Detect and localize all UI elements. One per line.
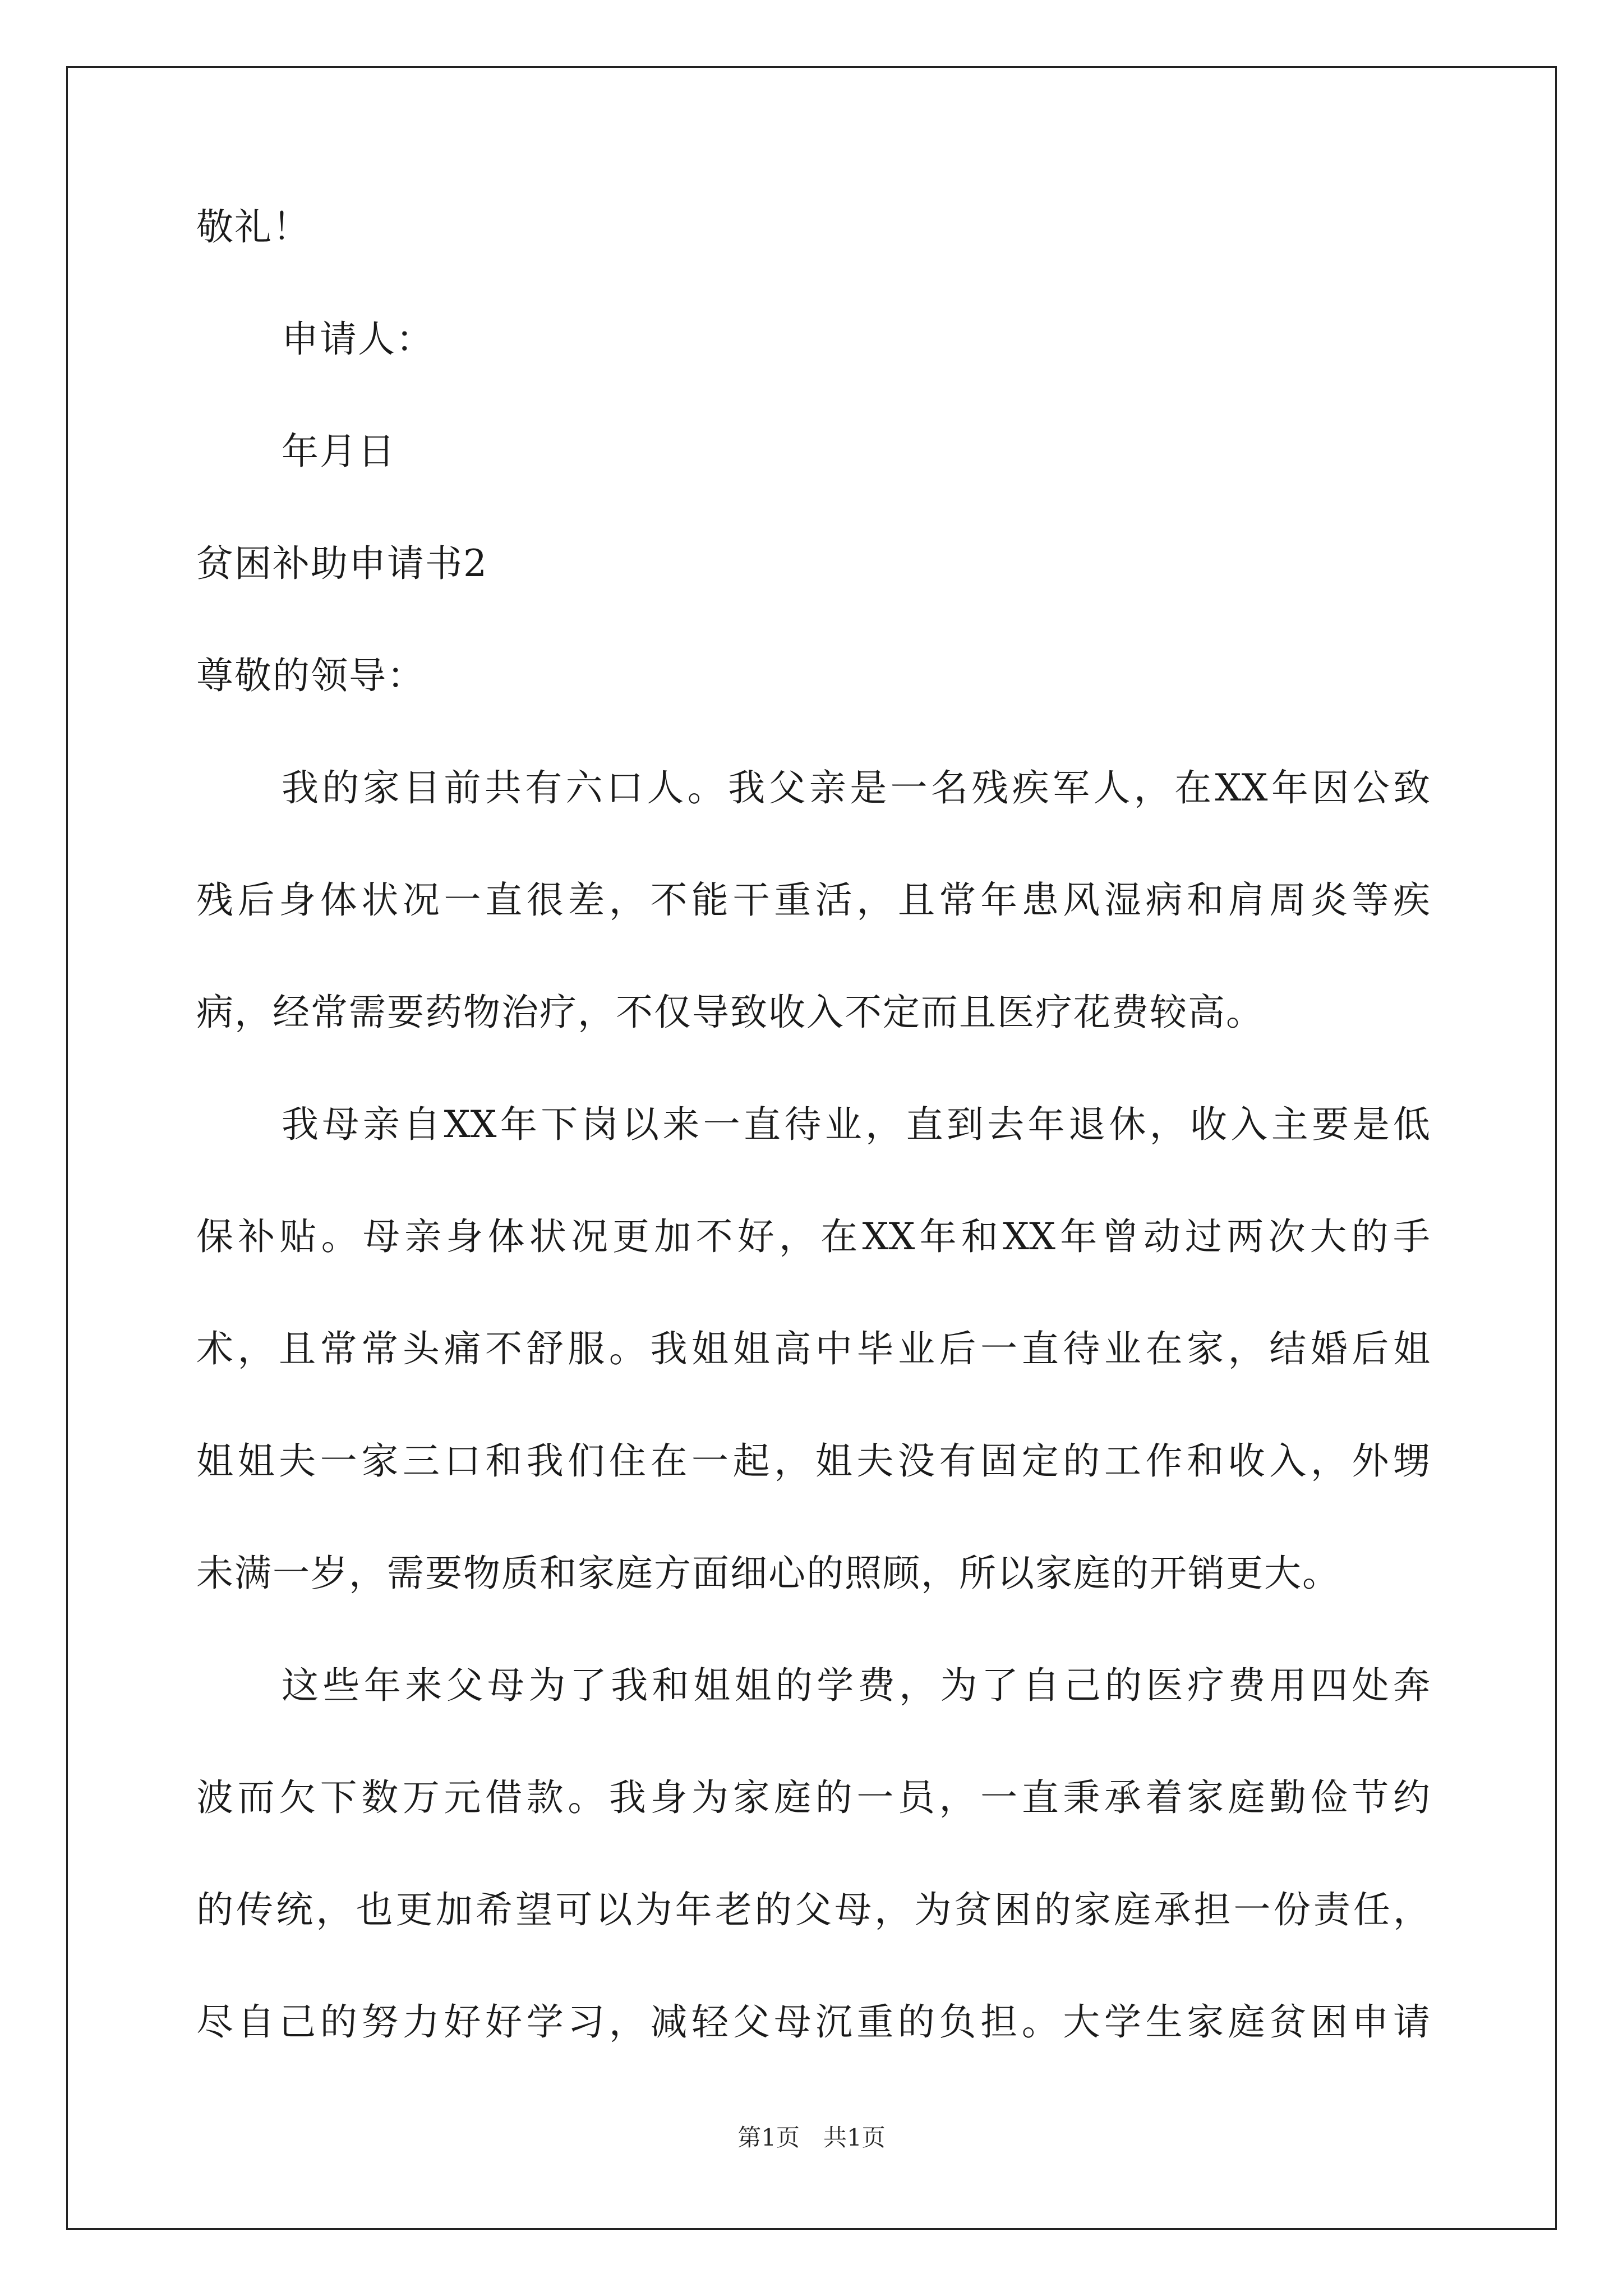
paragraph-1-line-1: 我的家目前共有六口人。我父亲是一名残疾军人，在XX年因公致 xyxy=(282,766,1430,809)
paragraph-1-line-3: 病，经常需要药物治疗，不仅导致收入不定而且医疗花费较高。 xyxy=(196,991,1264,1034)
paragraph-3-line-1: 这些年来父母为了我和姐姐的学费，为了自己的医疗费用四处奔 xyxy=(282,1664,1430,1707)
page-number-footer: 第1页 共1页 xyxy=(737,2124,886,2151)
paragraph-2-line-4: 姐姐夫一家三口和我们住在一起，姐夫没有固定的工作和收入，外甥 xyxy=(196,1439,1430,1483)
paragraph-1-line-2: 残后身体状况一直很差，不能干重活，且常年患风湿病和肩周炎等疾 xyxy=(196,878,1430,922)
paragraph-3-line-4: 尽自己的努力好好学习，减轻父母沉重的负担。大学生家庭贫困申请 xyxy=(196,2000,1430,2044)
closing-salutation: 敬礼！ xyxy=(196,205,311,249)
greeting: 尊敬的领导： xyxy=(196,654,425,697)
paragraph-2-line-1: 我母亲自XX年下岗以来一直待业，直到去年退休，收入主要是低 xyxy=(282,1103,1430,1146)
paragraph-2-line-2: 保补贴。母亲身体状况更加不好，在XX年和XX年曾动过两次大的手 xyxy=(196,1215,1430,1258)
date-line: 年月日 xyxy=(282,430,396,473)
applicant-signature-line: 申请人： xyxy=(282,318,434,361)
document-title: 贫困补助申请书2 xyxy=(196,542,488,585)
paragraph-2-line-5: 未满一岁，需要物质和家庭方面细心的照顾，所以家庭的开销更大。 xyxy=(196,1552,1340,1595)
paragraph-2-line-3: 术，且常常头痛不舒服。我姐姐高中毕业后一直待业在家，结婚后姐 xyxy=(196,1327,1430,1370)
paragraph-3-line-3: 的传统，也更加希望可以为年老的父母，为贫困的家庭承担一份责任， xyxy=(196,1888,1430,1931)
paragraph-3-line-2: 波而欠下数万元借款。我身为家庭的一员，一直秉承着家庭勤俭节约 xyxy=(196,1776,1430,1819)
